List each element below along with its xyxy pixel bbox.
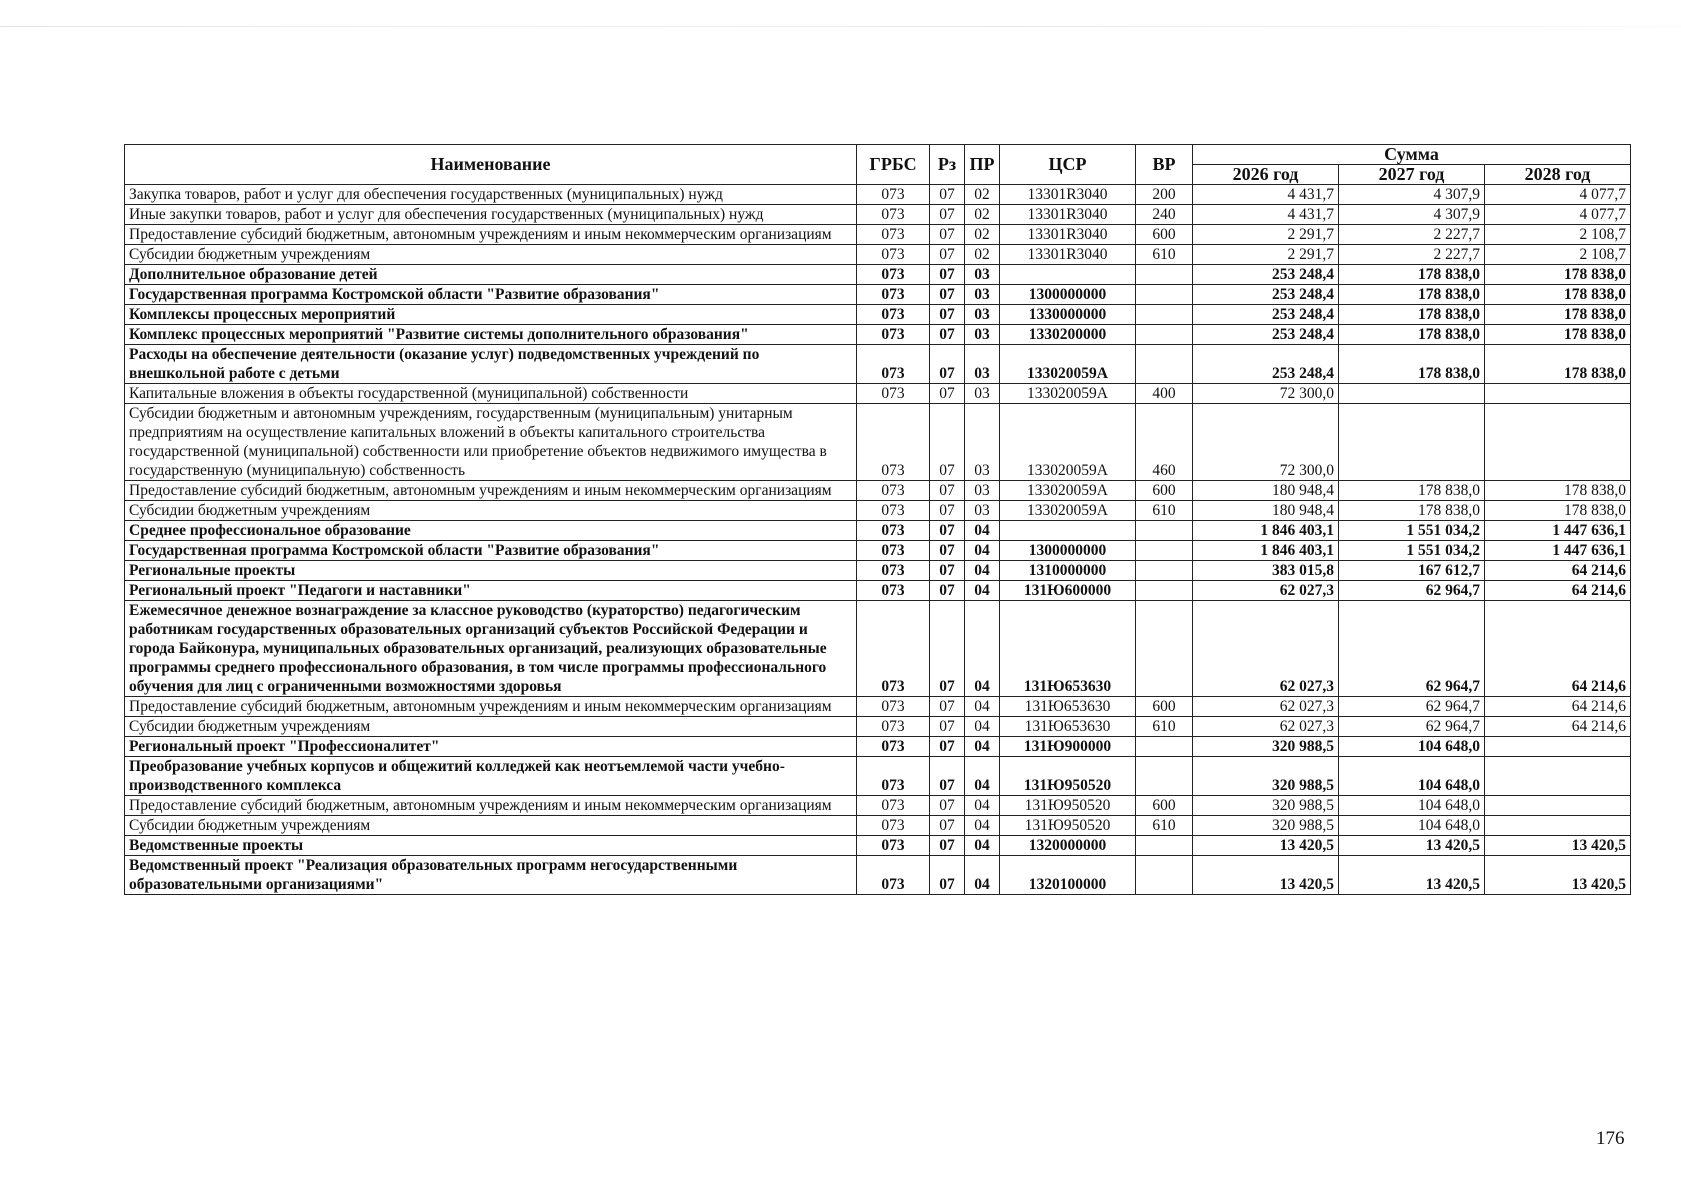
row-pr: 04 [965, 816, 1000, 836]
row-sum-2026: 2 291,7 [1193, 225, 1339, 245]
table-body [125, 185, 1631, 895]
row-grbs: 073 [857, 856, 930, 895]
table-row [125, 185, 1631, 205]
row-csr: 1300000000 [1000, 285, 1136, 305]
row-sum-2026: 253 248,4 [1193, 345, 1339, 384]
row-grbs: 073 [857, 305, 930, 325]
row-pr: 04 [965, 796, 1000, 816]
header-grbs: ГРБС [857, 145, 930, 185]
row-vr: 400 [1136, 384, 1193, 404]
row-sum-2027: 178 838,0 [1339, 345, 1485, 384]
row-rz: 07 [930, 796, 965, 816]
row-rz: 07 [930, 265, 965, 285]
row-rz: 07 [930, 185, 965, 205]
row-vr: 600 [1136, 697, 1193, 717]
row-name: Предоставление субсидий бюджетным, автономным учреждениям и иным некоммерческим организациям [125, 697, 857, 717]
row-sum-2028: 64 214,6 [1485, 581, 1631, 601]
row-sum-2027: 178 838,0 [1339, 501, 1485, 521]
table-row [125, 481, 1631, 501]
row-csr: 131Ю653630 [1000, 601, 1136, 697]
row-sum-2028: 2 108,7 [1485, 225, 1631, 245]
budget-table-container [124, 144, 1630, 895]
row-sum-2026: 72 300,0 [1193, 404, 1339, 481]
row-sum-2028 [1485, 757, 1631, 796]
row-grbs: 073 [857, 581, 930, 601]
row-sum-2028: 178 838,0 [1485, 305, 1631, 325]
row-pr: 04 [965, 581, 1000, 601]
row-csr: 133020059А [1000, 345, 1136, 384]
row-sum-2027: 104 648,0 [1339, 737, 1485, 757]
row-grbs: 073 [857, 384, 930, 404]
row-sum-2026: 2 291,7 [1193, 245, 1339, 265]
table-row [125, 325, 1631, 345]
table-row [125, 225, 1631, 245]
row-name: Субсидии бюджетным учреждениям [125, 245, 857, 265]
row-grbs: 073 [857, 481, 930, 501]
row-sum-2028: 178 838,0 [1485, 501, 1631, 521]
row-sum-2027: 178 838,0 [1339, 305, 1485, 325]
row-rz: 07 [930, 836, 965, 856]
row-name: Иные закупки товаров, работ и услуг для обеспечения государственных (муниципальных) нужд [125, 205, 857, 225]
page-number: 176 [1596, 1128, 1625, 1149]
row-sum-2027: 62 964,7 [1339, 581, 1485, 601]
table-row [125, 581, 1631, 601]
row-rz: 07 [930, 581, 965, 601]
row-sum-2026: 62 027,3 [1193, 581, 1339, 601]
row-name: Предоставление субсидий бюджетным, автономным учреждениям и иным некоммерческим организациям [125, 481, 857, 501]
row-csr [1000, 521, 1136, 541]
row-grbs: 073 [857, 185, 930, 205]
row-name: Комплексы процессных мероприятий [125, 305, 857, 325]
row-sum-2027: 4 307,9 [1339, 205, 1485, 225]
row-vr [1136, 345, 1193, 384]
row-grbs: 073 [857, 717, 930, 737]
row-sum-2027 [1339, 404, 1485, 481]
row-vr [1136, 581, 1193, 601]
row-sum-2028 [1485, 796, 1631, 816]
row-rz: 07 [930, 757, 965, 796]
row-vr: 610 [1136, 501, 1193, 521]
row-csr: 13301R3040 [1000, 245, 1136, 265]
row-rz: 07 [930, 404, 965, 481]
row-name: Преобразование учебных корпусов и общежитий колледжей как неотъемлемой части учебно-производственного комплекса [125, 757, 857, 796]
row-csr: 1300000000 [1000, 541, 1136, 561]
row-name: Государственная программа Костромской области "Развитие образования" [125, 541, 857, 561]
row-csr: 13301R3040 [1000, 185, 1136, 205]
row-vr: 600 [1136, 796, 1193, 816]
row-csr: 131Ю600000 [1000, 581, 1136, 601]
row-sum-2027: 167 612,7 [1339, 561, 1485, 581]
row-grbs: 073 [857, 205, 930, 225]
row-name: Субсидии бюджетным учреждениям [125, 717, 857, 737]
row-sum-2026: 253 248,4 [1193, 265, 1339, 285]
row-sum-2026: 72 300,0 [1193, 384, 1339, 404]
row-sum-2026: 62 027,3 [1193, 697, 1339, 717]
row-grbs: 073 [857, 501, 930, 521]
table-row [125, 601, 1631, 697]
row-name: Комплекс процессных мероприятий "Развитие системы дополнительного образования" [125, 325, 857, 345]
row-name: Расходы на обеспечение деятельности (оказание услуг) подведомственных учреждений по внешкольной работе с детьми [125, 345, 857, 384]
row-pr: 03 [965, 265, 1000, 285]
row-sum-2027: 178 838,0 [1339, 285, 1485, 305]
table-row [125, 345, 1631, 384]
budget-table [124, 144, 1631, 895]
header-year-2027: 2027 год [1339, 165, 1485, 185]
row-name: Ведомственный проект "Реализация образовательных программ негосударственными образовательными организациями" [125, 856, 857, 895]
row-sum-2026: 13 420,5 [1193, 836, 1339, 856]
row-sum-2028: 178 838,0 [1485, 285, 1631, 305]
row-grbs: 073 [857, 245, 930, 265]
row-rz: 07 [930, 205, 965, 225]
row-sum-2028: 178 838,0 [1485, 481, 1631, 501]
row-sum-2026: 180 948,4 [1193, 501, 1339, 521]
row-sum-2026: 320 988,5 [1193, 816, 1339, 836]
row-pr: 03 [965, 345, 1000, 384]
row-name: Предоставление субсидий бюджетным, автономным учреждениям и иным некоммерческим организациям [125, 796, 857, 816]
header-rz: Рз [930, 145, 965, 185]
table-row [125, 856, 1631, 895]
row-grbs: 073 [857, 225, 930, 245]
header-name: Наименование [125, 145, 857, 185]
row-rz: 07 [930, 521, 965, 541]
row-pr: 04 [965, 717, 1000, 737]
row-pr: 03 [965, 481, 1000, 501]
row-sum-2027: 104 648,0 [1339, 796, 1485, 816]
row-sum-2028 [1485, 404, 1631, 481]
row-rz: 07 [930, 717, 965, 737]
row-vr [1136, 601, 1193, 697]
row-rz: 07 [930, 856, 965, 895]
row-csr: 133020059А [1000, 501, 1136, 521]
row-csr: 1330000000 [1000, 305, 1136, 325]
row-name: Ежемесячное денежное вознаграждение за классное руководство (кураторство) педагогическим работникам государственных образовательных организаций субъектов Российской Федерации и города Байконура, муниципальных образовательных организаций, реализующих образовательные программы среднего профессионального образования, в том числе программы профессионального обучения для лиц с ограниченными возможностями здоровья [125, 601, 857, 697]
row-pr: 03 [965, 501, 1000, 521]
row-name: Региональные проекты [125, 561, 857, 581]
row-csr: 133020059А [1000, 481, 1136, 501]
row-pr: 04 [965, 601, 1000, 697]
row-rz: 07 [930, 561, 965, 581]
row-csr: 13301R3040 [1000, 225, 1136, 245]
row-rz: 07 [930, 501, 965, 521]
row-sum-2028 [1485, 737, 1631, 757]
row-sum-2028: 4 077,7 [1485, 205, 1631, 225]
row-csr: 131Ю950520 [1000, 757, 1136, 796]
header-vr: ВР [1136, 145, 1193, 185]
row-name: Капитальные вложения в объекты государственной (муниципальной) собственности [125, 384, 857, 404]
row-sum-2028: 64 214,6 [1485, 717, 1631, 737]
row-sum-2028 [1485, 816, 1631, 836]
row-rz: 07 [930, 305, 965, 325]
row-name: Дополнительное образование детей [125, 265, 857, 285]
row-rz: 07 [930, 285, 965, 305]
row-pr: 02 [965, 205, 1000, 225]
row-vr [1136, 265, 1193, 285]
row-grbs: 073 [857, 541, 930, 561]
row-sum-2026: 180 948,4 [1193, 481, 1339, 501]
row-grbs: 073 [857, 737, 930, 757]
row-vr [1136, 305, 1193, 325]
row-name: Среднее профессиональное образование [125, 521, 857, 541]
table-row [125, 305, 1631, 325]
row-rz: 07 [930, 225, 965, 245]
row-sum-2027: 178 838,0 [1339, 325, 1485, 345]
table-row [125, 561, 1631, 581]
row-rz: 07 [930, 384, 965, 404]
row-pr: 04 [965, 697, 1000, 717]
row-sum-2028: 13 420,5 [1485, 856, 1631, 895]
row-vr [1136, 325, 1193, 345]
row-grbs: 073 [857, 836, 930, 856]
table-row [125, 796, 1631, 816]
row-csr: 1320100000 [1000, 856, 1136, 895]
row-grbs: 073 [857, 521, 930, 541]
row-sum-2026: 1 846 403,1 [1193, 541, 1339, 561]
row-grbs: 073 [857, 757, 930, 796]
row-sum-2028: 64 214,6 [1485, 601, 1631, 697]
row-sum-2028: 178 838,0 [1485, 265, 1631, 285]
row-sum-2028 [1485, 384, 1631, 404]
row-sum-2027: 62 964,7 [1339, 601, 1485, 697]
row-name: Субсидии бюджетным учреждениям [125, 816, 857, 836]
row-sum-2028: 178 838,0 [1485, 325, 1631, 345]
row-sum-2026: 1 846 403,1 [1193, 521, 1339, 541]
row-rz: 07 [930, 697, 965, 717]
table-row [125, 384, 1631, 404]
row-sum-2026: 4 431,7 [1193, 185, 1339, 205]
row-csr: 1310000000 [1000, 561, 1136, 581]
row-csr: 131Ю900000 [1000, 737, 1136, 757]
row-name: Ведомственные проекты [125, 836, 857, 856]
table-row [125, 717, 1631, 737]
row-vr: 240 [1136, 205, 1193, 225]
table-row [125, 836, 1631, 856]
row-sum-2027: 2 227,7 [1339, 245, 1485, 265]
header-year-2028: 2028 год [1485, 165, 1631, 185]
row-sum-2027: 13 420,5 [1339, 856, 1485, 895]
row-sum-2027: 104 648,0 [1339, 757, 1485, 796]
row-rz: 07 [930, 245, 965, 265]
row-sum-2027: 13 420,5 [1339, 836, 1485, 856]
row-sum-2026: 253 248,4 [1193, 305, 1339, 325]
row-sum-2028: 2 108,7 [1485, 245, 1631, 265]
row-sum-2027: 178 838,0 [1339, 481, 1485, 501]
row-name: Субсидии бюджетным учреждениям [125, 501, 857, 521]
row-grbs: 073 [857, 325, 930, 345]
table-row [125, 816, 1631, 836]
table-row [125, 541, 1631, 561]
row-rz: 07 [930, 816, 965, 836]
header-sum: Сумма [1193, 145, 1631, 165]
row-sum-2028: 178 838,0 [1485, 345, 1631, 384]
row-vr: 600 [1136, 225, 1193, 245]
row-pr: 04 [965, 541, 1000, 561]
row-rz: 07 [930, 345, 965, 384]
table-row [125, 285, 1631, 305]
row-sum-2027: 62 964,7 [1339, 697, 1485, 717]
row-vr [1136, 836, 1193, 856]
row-pr: 02 [965, 245, 1000, 265]
table-row [125, 697, 1631, 717]
row-sum-2028: 13 420,5 [1485, 836, 1631, 856]
row-sum-2026: 320 988,5 [1193, 796, 1339, 816]
row-sum-2026: 62 027,3 [1193, 717, 1339, 737]
row-pr: 04 [965, 757, 1000, 796]
row-csr: 13301R3040 [1000, 205, 1136, 225]
row-sum-2026: 4 431,7 [1193, 205, 1339, 225]
row-sum-2026: 62 027,3 [1193, 601, 1339, 697]
table-row [125, 205, 1631, 225]
row-csr: 1330200000 [1000, 325, 1136, 345]
row-grbs: 073 [857, 265, 930, 285]
table-header-row [125, 145, 1631, 165]
row-vr: 610 [1136, 717, 1193, 737]
row-name: Региональный проект "Профессионалитет" [125, 737, 857, 757]
row-pr: 04 [965, 521, 1000, 541]
row-vr [1136, 285, 1193, 305]
row-csr: 131Ю950520 [1000, 796, 1136, 816]
row-grbs: 073 [857, 345, 930, 384]
scan-artifact-line [0, 26, 1681, 27]
table-row [125, 404, 1631, 481]
row-vr: 460 [1136, 404, 1193, 481]
row-pr: 03 [965, 384, 1000, 404]
table-row [125, 245, 1631, 265]
row-pr: 02 [965, 185, 1000, 205]
row-vr [1136, 561, 1193, 581]
row-sum-2027: 2 227,7 [1339, 225, 1485, 245]
row-vr [1136, 737, 1193, 757]
header-csr: ЦСР [1000, 145, 1136, 185]
row-sum-2028: 4 077,7 [1485, 185, 1631, 205]
row-csr [1000, 265, 1136, 285]
row-sum-2026: 253 248,4 [1193, 285, 1339, 305]
row-grbs: 073 [857, 816, 930, 836]
row-csr: 133020059А [1000, 404, 1136, 481]
row-pr: 02 [965, 225, 1000, 245]
row-sum-2026: 320 988,5 [1193, 757, 1339, 796]
row-vr [1136, 757, 1193, 796]
row-grbs: 073 [857, 561, 930, 581]
row-pr: 04 [965, 561, 1000, 581]
row-name: Предоставление субсидий бюджетным, автономным учреждениям и иным некоммерческим организациям [125, 225, 857, 245]
row-vr: 610 [1136, 245, 1193, 265]
row-name: Государственная программа Костромской области "Развитие образования" [125, 285, 857, 305]
row-sum-2028: 1 447 636,1 [1485, 521, 1631, 541]
row-sum-2028: 64 214,6 [1485, 561, 1631, 581]
row-sum-2028: 1 447 636,1 [1485, 541, 1631, 561]
table-row [125, 737, 1631, 757]
row-rz: 07 [930, 325, 965, 345]
row-vr: 610 [1136, 816, 1193, 836]
row-pr: 03 [965, 325, 1000, 345]
table-row [125, 757, 1631, 796]
row-sum-2026: 320 988,5 [1193, 737, 1339, 757]
row-rz: 07 [930, 541, 965, 561]
row-pr: 03 [965, 285, 1000, 305]
row-vr: 600 [1136, 481, 1193, 501]
table-row [125, 501, 1631, 521]
row-csr: 133020059А [1000, 384, 1136, 404]
row-csr: 131Ю653630 [1000, 717, 1136, 737]
row-vr [1136, 521, 1193, 541]
header-year-2026: 2026 год [1193, 165, 1339, 185]
row-grbs: 073 [857, 697, 930, 717]
row-sum-2027 [1339, 384, 1485, 404]
row-vr: 200 [1136, 185, 1193, 205]
row-vr [1136, 541, 1193, 561]
row-rz: 07 [930, 601, 965, 697]
row-grbs: 073 [857, 601, 930, 697]
row-sum-2027: 178 838,0 [1339, 265, 1485, 285]
row-csr: 131Ю653630 [1000, 697, 1136, 717]
row-sum-2027: 1 551 034,2 [1339, 521, 1485, 541]
row-pr: 04 [965, 856, 1000, 895]
row-pr: 03 [965, 305, 1000, 325]
table-row [125, 265, 1631, 285]
row-pr: 04 [965, 836, 1000, 856]
row-sum-2028: 64 214,6 [1485, 697, 1631, 717]
row-grbs: 073 [857, 404, 930, 481]
table-row [125, 521, 1631, 541]
row-rz: 07 [930, 737, 965, 757]
row-csr: 131Ю950520 [1000, 816, 1136, 836]
row-sum-2027: 1 551 034,2 [1339, 541, 1485, 561]
row-sum-2027: 62 964,7 [1339, 717, 1485, 737]
header-pr: ПР [965, 145, 1000, 185]
row-sum-2026: 383 015,8 [1193, 561, 1339, 581]
row-sum-2026: 253 248,4 [1193, 325, 1339, 345]
row-name: Закупка товаров, работ и услуг для обеспечения государственных (муниципальных) нужд [125, 185, 857, 205]
row-name: Субсидии бюджетным и автономным учреждениям, государственным (муниципальным) унитарным предприятиям на осуществление капитальных вложений в объекты капитального строительства государственной (муниципальной) собственности или приобретение объектов недвижимого имущества в государственную (муниципальную) собственность [125, 404, 857, 481]
row-sum-2027: 4 307,9 [1339, 185, 1485, 205]
row-sum-2026: 13 420,5 [1193, 856, 1339, 895]
row-pr: 04 [965, 737, 1000, 757]
row-vr [1136, 856, 1193, 895]
row-name: Региональный проект "Педагоги и наставники" [125, 581, 857, 601]
row-grbs: 073 [857, 285, 930, 305]
row-csr: 1320000000 [1000, 836, 1136, 856]
row-sum-2027: 104 648,0 [1339, 816, 1485, 836]
row-grbs: 073 [857, 796, 930, 816]
row-pr: 03 [965, 404, 1000, 481]
row-rz: 07 [930, 481, 965, 501]
